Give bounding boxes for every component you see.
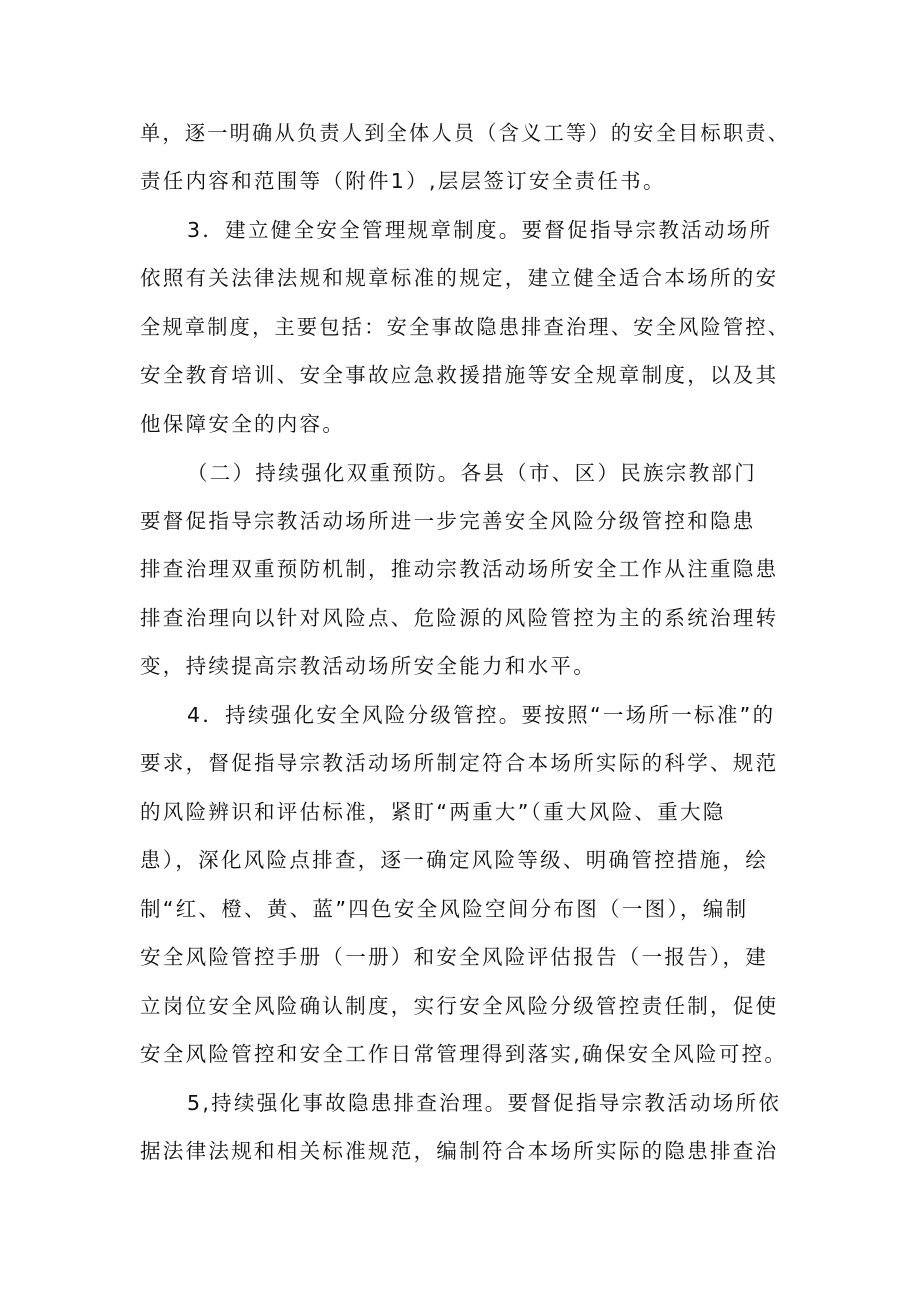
text-line: 安全风险管控手册（一册）和安全风险评估报告（一报告），建	[140, 945, 769, 969]
text-line: 患），深化风险点排查，逐一确定风险等级、明确管控措施，绘	[140, 848, 769, 872]
text-line: 要求，督促指导宗教活动场所制定符合本场所实际的科学、规范	[140, 751, 779, 775]
text-line: 的风险辨识和评估标准，紧盯“两重大”（重大风险、重大隐	[140, 800, 726, 824]
text-line: 变，持续提高宗教活动场所安全能力和水平。	[140, 654, 596, 678]
text-line: 5,持续强化事故隐患排查治理。要督促指导宗教活动场所依	[187, 1091, 782, 1115]
text-line: 3．建立健全安全管理规章制度。要督促指导宗教活动场所	[187, 218, 773, 242]
text-line: 责任内容和范围等（附件1）,层层签订安全责任书。	[140, 169, 666, 193]
text-line: 要督促指导宗教活动场所进一步完善安全风险分级管控和隐患	[140, 509, 756, 533]
text-line: （二）持续强化双重预防。各县（市、区）民族宗教部门	[187, 461, 757, 485]
text-line: 他保障安全的内容。	[140, 412, 346, 436]
text-line: 制“红、橙、黄、蓝”四色安全风险空间分布图（一图），编制	[140, 897, 749, 921]
text-line: 依照有关法律法规和规章标准的规定，建立健全适合本场所的安	[140, 266, 779, 290]
text-line: 据法律法规和相关标准规范，编制符合本场所实际的隐患排查治	[140, 1139, 779, 1163]
text-line: 排查治理向以针对风险点、危险源的风险管控为主的系统治理转	[140, 606, 779, 630]
text-line: 单，逐一明确从负责人到全体人员（含义工等）的安全目标职责、	[140, 121, 791, 145]
text-line: 安全风险管控和安全工作日常管理得到落实,确保安全风险可控。	[140, 1042, 788, 1066]
text-line: 立岗位安全风险确认制度，实行安全风险分级管控责任制，促使	[140, 994, 779, 1018]
text-line: 4．持续强化安全风险分级管控。要按照“一场所一标准”的	[187, 703, 776, 727]
text-line: 全规章制度，主要包括：安全事故隐患排查治理、安全风险管控、	[140, 315, 791, 339]
text-line: 安全教育培训、安全事故应急救援措施等安全规章制度，以及其	[140, 363, 779, 387]
text-line: 排查治理双重预防机制，推动宗教活动场所安全工作从注重隐患	[140, 557, 779, 581]
